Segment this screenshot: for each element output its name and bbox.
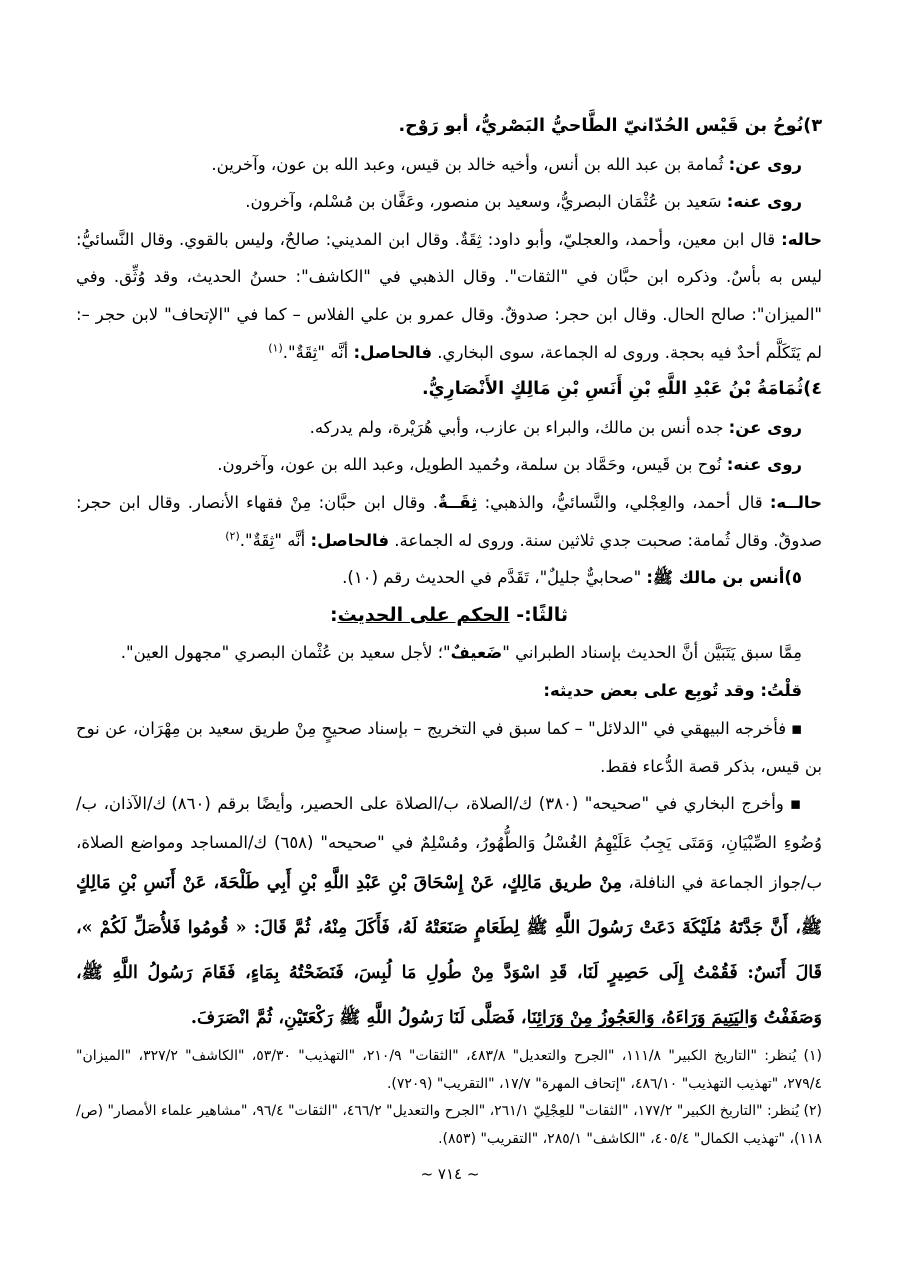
section-title: الحكم على الحديث (337, 603, 510, 626)
verdict-text-after: "؛ لأجل سعيد بن عُثْمان البصري "مجهول العين". (120, 643, 451, 663)
narrated-by-label: روى عنه: (726, 455, 802, 475)
main-text (76, 108, 822, 1041)
conclusion-label: فالحاصل: (353, 342, 433, 362)
entry-5-text: "صحابيٌّ جليلٌ"، تَقَدَّم في الحديث رقم (١٠). (342, 568, 647, 588)
section-heading (76, 597, 822, 635)
footnote-ref-2[interactable]: (٢) (225, 529, 240, 543)
bullet-square-icon: ■ (790, 798, 802, 812)
verdict-grade: ضَعيفٌ (450, 643, 503, 663)
section-number: ثالثًا:- (516, 603, 569, 626)
status-label: حاله: (781, 229, 822, 249)
narrated-by-text: سَعيد بن عُثْمَان البصريُّ، وسعيد بن منصور، وعَفَّان بن مُسْلم، وآخرون. (245, 192, 727, 212)
hadith-text: مِنْ طريق مَالِكٍ، عَنْ إِسْحَاقَ بْنِ عَبْدِ اللَّهِ بْنِ أَبِي طَلْحَةَ، عَنْ أَنَسِ بْنِ مَالِكٍ ﷺ، أَنَّ جَدَّتَهُ مُلَيْكَةَ دَعَتْ رَسُولَ اللَّهِ ﷺ لِطَعَامٍ صَنَعَتْهُ لَهُ، فَأَكَلَ مِنْهُ، ثُمَّ قَالَ: « قُومُوا فَلأُصَلِّ لَكُمْ »، قَالَ أَنَسٌ: فَقُمْتُ إِلَى حَصِيرٍ لَنَا، قَدِ اسْوَدَّ مِنْ طُولِ مَا لُبِسَ، فَنَضَحْتُهُ بِمَاءٍ، فَقَامَ رَسُولُ اللَّهِ ﷺ، وَصَفَفْتُ وَاليَتِيمَ وَرَاءَهُ، وَالعَجُوزُ مِنْ وَرَائِنَا، فَصَلَّى لَنَا رَسُولُ اللَّهِ ﷺ رَكْعَتَيْنِ، ثُمَّ انْصَرَفَ. (76, 873, 822, 1029)
entry-5 (76, 559, 822, 597)
entry-4-heading: ٤)ثُمَامَةُ بْنُ عَبْدِ اللَّهِ بْنِ أَنَسِ بْنِ مَالِكٍ الأَنْصَارِيُّ. (422, 379, 822, 400)
status-text: قال ابن معين، وأحمد، والعجليّ، وأبو داود: ثِقَةٌ. وقال ابن المديني: صالحٌ، وليس بالقوي. وقال النَّسائيُّ: ليس به بأسٌ. وذكره ابن حبَّان في "الثقات". وقال الذهبي في "الكاشف": حسنُ الحديث، وقد وُثِّق. وفي "الميزان": صالح الحال. وقال ابن حجر: صدوقٌ. وقال عمرو بن علي الفلاس – كما في "الإتحاف" لابن حجر –: لم يَتَكَلَّم أحدٌ فيه بحجة. وروى له الجماعة، سوى البخاري. (76, 229, 822, 362)
entry-5-heading: ٥)أنس بن مالك ﷺ: (646, 568, 802, 588)
footnote-2: (٢) يُنظر: "التاريخ الكبير" ١٧٧/٢، "الثقات" للعِجْلِيّ ٢٦١/١، "الجرح والتعديل" ٤٦٦/٢، "الثقات" ٩٦/٤، "مشاهير علماء الأمصار" (ص/١١٨)، "تهذيب الكمال" ٤٠٥/٤، "الكاشف" ٢٨٥/١، "التقريب" (٨٥٣). (76, 1103, 822, 1147)
conclusion-label: فالحاصل: (310, 530, 390, 550)
verdict-paragraph (76, 634, 822, 672)
narrated-from-label: روى عن: (728, 154, 802, 174)
entry-3-narrated-from (76, 146, 822, 184)
conclusion-text: أنَّه "ثِقَةٌ". (282, 342, 354, 362)
bullet-square-icon: ■ (791, 722, 802, 736)
narrated-from-text: جده أنس بن مالك، والبراء بن عازب، وأبي هُرَيْرة، ولم يدركه. (309, 417, 729, 437)
status-label: حالــه: (769, 492, 822, 512)
page-number: ~ ٧١٤ ~ (420, 1165, 480, 1183)
entry-3-heading: ٣)نُوحُ بن قَيْس الحُدّانيّ الطَّاحيُّ البَصْريُّ، أبو رَوْح. (398, 116, 822, 136)
conclusion-text: أنَّه "ثِقَةٌ". (239, 530, 311, 550)
footnotes (76, 1043, 822, 1153)
bullet-paragraph-1 (76, 710, 822, 786)
entry-4-narrated-by (76, 446, 822, 484)
corroboration-heading: قلْتُ: وقد تُوبِع على بعض حديثه: (543, 680, 802, 700)
bullet-paragraph-2 (76, 785, 822, 1041)
status-text-continued: . وقال ابن حبَّان: مِنْ فقهاء الأنصار. وقال ابن حجر: صدوقٌ. وقال ثُمامة: صحبت جدي ثلاثين سنة. وروى له الجماعة. (76, 492, 822, 550)
narrated-by-label: روى عنه: (726, 192, 802, 212)
narrated-from-text: ثُمامة بن عبد الله بن أنس، وأخيه خالد بن قيس، وعبد الله بن عون، وآخرين. (211, 154, 729, 174)
footnote-1: (١) يُنظر: "التاريخ الكبير" ١١١/٨، "الجرح والتعديل" ٤٨٣/٨، "الثقات" ٢١٠/٩، "التهذيب" ٥٣/٣٠، "الكاشف" ٣٢٧/٢، "الميزان" ٢٧٩/٤، "تهذيب التهذيب" ٤٨٦/١٠، "إتحاف المهرة" ١٧/٧، "التقريب" (٧٢٠٩). (76, 1048, 823, 1092)
entry-3-narrated-by (76, 183, 822, 221)
section-colon: : (329, 603, 338, 626)
status-grade: ثِقَــةٌ (438, 492, 478, 512)
status-text: قال أحمد، والعِجْلي، والنَّسائيُّ، والذهبي: (477, 492, 770, 512)
bullet-1-text: فأخرجه البيهقي في "الدلائل" – كما سبق في التخريج – بإسناد صحيحٍ مِنْ طريق سعيد بن مِهْرَان، عن نوح بن قيس، بذكر قصة الدُّعاء فقط. (76, 718, 822, 776)
entry-4-status (76, 484, 822, 559)
narrated-from-label: روى عن: (728, 417, 802, 437)
verdict-text-before: مِمَّا سبق يَتَبَيَّن أنَّ الحديث بإسناد الطبراني " (502, 643, 802, 663)
narrated-by-text: نُوح بن قَيس، وحَمَّاد بن سلمة، وحُميد الطويل، وعبد الله بن عون، وآخرون. (217, 455, 727, 475)
entry-4-narrated-from (76, 409, 822, 447)
footnote-separator (529, 1027, 747, 1028)
footnote-ref-1[interactable]: (١) (268, 341, 283, 355)
bullet-2-text: وأخرج البخاري في "صحيحه" (٣٨٠) ك/الصلاة، ب/الصلاة على الحصير، وأيضًا برقم (٨٦٠) ك/الآذان، ب/وُضُوءِ الصِّبْيَانِ، وَمَتَى يَجِبُ عَلَيْهِمُ الغُسْلُ وَالطُّهُورُ، ومُسْلِمٌ في "صحيحه" (٦٥٨) ك/المساجد ومواضع الصلاة، ب/جواز الجماعة في النافلة، (76, 794, 823, 893)
entry-3-status (76, 221, 822, 371)
